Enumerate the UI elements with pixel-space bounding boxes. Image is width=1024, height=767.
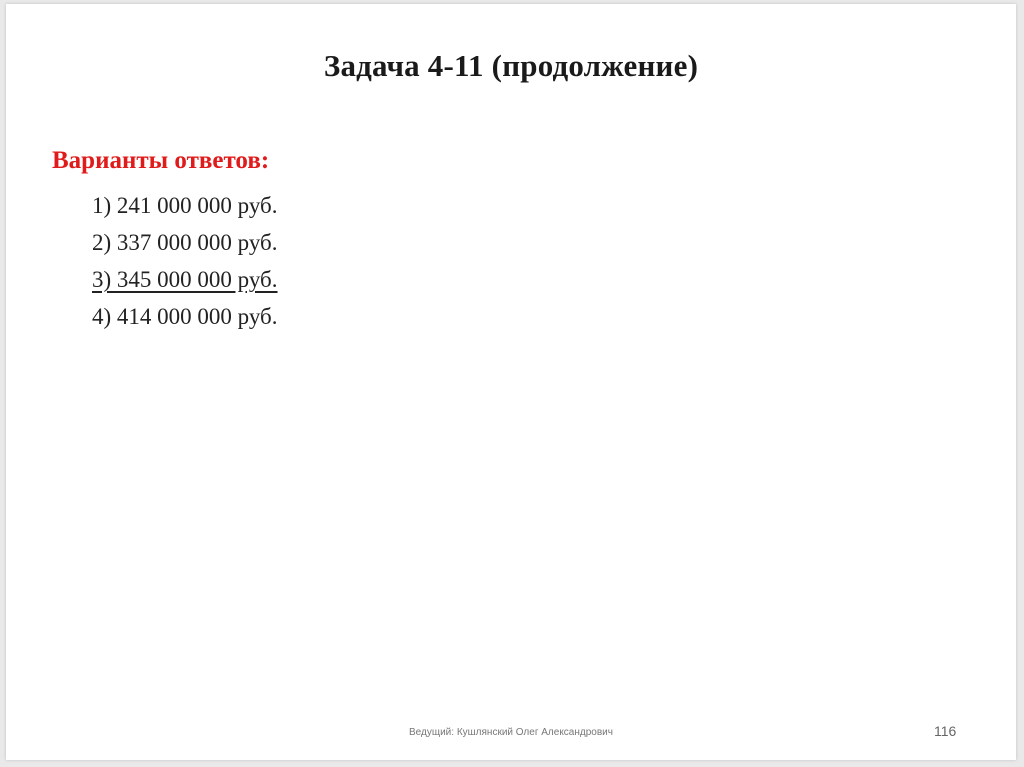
slide [6, 4, 1016, 760]
answers-heading: Варианты ответов: [52, 147, 270, 174]
answer-option-2-text: 2) 337 000 000 руб. [92, 230, 278, 255]
answer-option-1-text: 1) 241 000 000 руб. [92, 193, 278, 218]
answer-option-4-text: 4) 414 000 000 руб. [92, 304, 278, 329]
answer-option-1 [92, 191, 278, 228]
answer-option-3-correct [92, 265, 278, 302]
answer-option-4 [92, 302, 278, 339]
slide-title: Задача 4-11 (продолжение) [323, 48, 699, 83]
footer-presenter: Ведущий: Кушлянский Олег Александрович [409, 727, 613, 738]
answer-option-3-text: 3) 345 000 000 руб. [92, 267, 278, 292]
answer-option-2 [92, 228, 278, 265]
page-number: 116 [934, 723, 957, 739]
answers-list [92, 191, 278, 339]
